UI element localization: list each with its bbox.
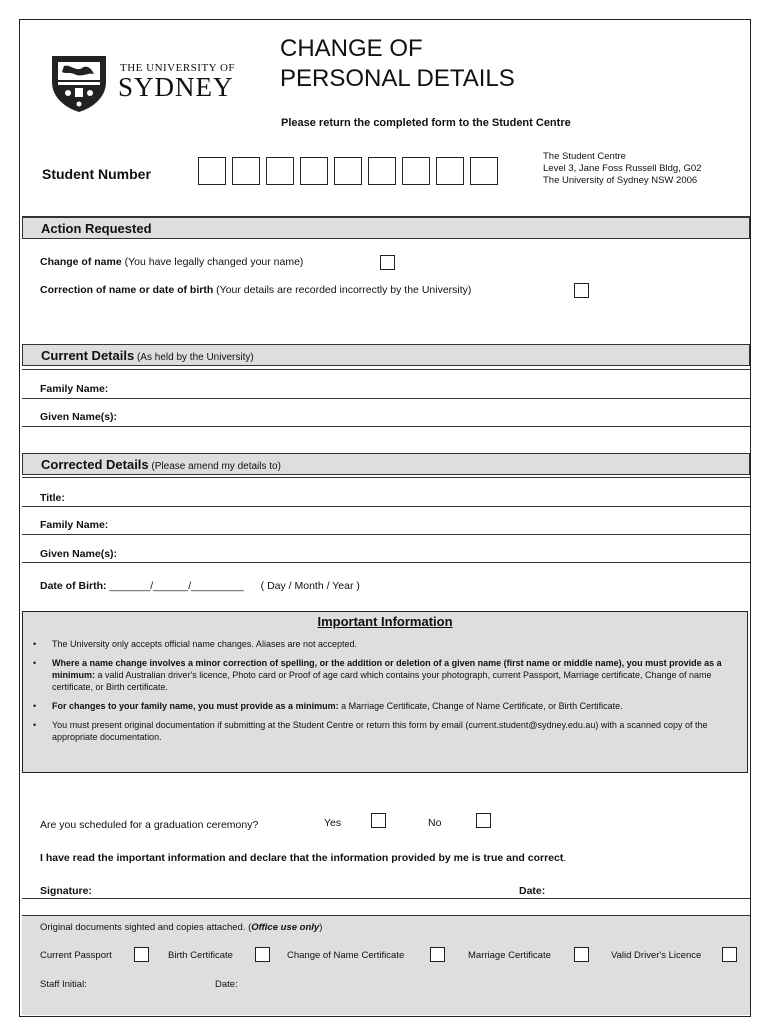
- doc-current-passport-checkbox[interactable]: [134, 947, 149, 962]
- office-date-label: Date:: [215, 979, 238, 990]
- university-name-sydney: SYDNEY: [118, 72, 234, 102]
- student-number-digit-box[interactable]: [470, 157, 498, 185]
- date-of-birth-row: [40, 580, 360, 592]
- doc-drivers-licence-checkbox[interactable]: [722, 947, 737, 962]
- student-number-label: Student Number: [42, 166, 151, 182]
- important-information-box: [22, 611, 748, 773]
- corrected-title-label: Title:: [40, 492, 65, 504]
- change-of-name-checkbox[interactable]: [380, 255, 395, 270]
- doc-birth-certificate-checkbox[interactable]: [255, 947, 270, 962]
- correction-checkbox[interactable]: [574, 283, 589, 298]
- graduation-no-label: No: [428, 817, 442, 829]
- date-of-birth-field[interactable]: _______/______/_________: [109, 580, 244, 592]
- student-number-digit-box[interactable]: [300, 157, 328, 185]
- student-number-digit-box[interactable]: [334, 157, 362, 185]
- student-number-digit-box[interactable]: [436, 157, 464, 185]
- staff-initial-label: Staff Initial:: [40, 979, 87, 990]
- declaration-text: I have read the important information and declare that the information provided by me is true and correct.: [40, 852, 567, 864]
- current-family-name-line[interactable]: [22, 398, 750, 399]
- correction-label: Correction of name or date of birth (Your details are recorded incorrectly by the University): [40, 284, 472, 296]
- corrected-family-name-label: Family Name:: [40, 519, 109, 531]
- corrected-title-line[interactable]: [22, 506, 750, 507]
- important-information-title: Important Information: [317, 614, 453, 629]
- student-centre-address: The Student Centre Level 3, Jane Foss Russell Bldg, G02 The University of Sydney NSW 2006: [543, 151, 702, 186]
- date-of-birth-label: Date of Birth:: [40, 580, 107, 592]
- info-bullet-1: • The University only accepts official name changes. Aliases are not accepted.: [33, 638, 733, 650]
- doc-birth-certificate-label: Birth Certificate: [168, 950, 233, 961]
- doc-current-passport-label: Current Passport: [40, 950, 112, 961]
- form-title: CHANGE OF PERSONAL DETAILS: [280, 35, 515, 92]
- student-number-digit-box[interactable]: [368, 157, 396, 185]
- doc-change-of-name-checkbox[interactable]: [430, 947, 445, 962]
- date-of-birth-format: ( Day / Month / Year ): [260, 580, 360, 592]
- change-of-name-label: Change of name (You have legally changed your name): [40, 256, 304, 268]
- action-requested-heading: Action Requested: [22, 217, 750, 239]
- graduation-question: Are you scheduled for a graduation ceremony?: [40, 819, 259, 831]
- corrected-family-name-line[interactable]: [22, 534, 750, 535]
- graduation-no-checkbox[interactable]: [476, 813, 491, 828]
- divider: [22, 477, 750, 478]
- info-bullet-2: • Where a name change involves a minor correction of spelling, or the addition or deletion of a given name (first name or middle name), you must provide as a minimum: a valid Australian driver's licence, Photo card or Proof of age card which contains your photograph, current Passport, Marriage certificate, Change of name certificate, or Birth certificate.: [33, 657, 733, 693]
- student-number-boxes[interactable]: [198, 157, 498, 185]
- form-subtitle: Please return the completed form to the Student Centre: [281, 117, 571, 129]
- signature-date-label: Date:: [519, 885, 546, 897]
- office-use-section: [22, 915, 750, 1015]
- university-crest-icon: [48, 52, 110, 114]
- corrected-details-heading: Corrected Details (Please amend my details to): [22, 453, 750, 475]
- student-number-digit-box[interactable]: [198, 157, 226, 185]
- graduation-yes-label: Yes: [324, 817, 342, 829]
- current-given-names-label: Given Name(s):: [40, 411, 118, 423]
- doc-drivers-licence-label: Valid Driver's Licence: [611, 950, 702, 961]
- signature-line[interactable]: [22, 898, 750, 899]
- office-use-note: Original documents sighted and copies attached. (Office use only): [40, 922, 323, 933]
- graduation-yes-checkbox[interactable]: [371, 813, 386, 828]
- corrected-given-names-label: Given Name(s):: [40, 548, 118, 560]
- current-details-heading: Current Details (As held by the University): [22, 344, 750, 366]
- current-family-name-label: Family Name:: [40, 383, 109, 395]
- university-name-top: THE UNIVERSITY OF: [120, 62, 236, 74]
- current-given-names-line[interactable]: [22, 426, 750, 427]
- info-bullet-4: • You must present original documentation if submitting at the Student Centre or return this form by email (current.student@sydney.edu.au) with a scanned copy of the appropriate documentation.: [33, 719, 733, 743]
- signature-label: Signature:: [40, 885, 92, 897]
- corrected-given-names-line[interactable]: [22, 562, 750, 563]
- doc-marriage-certificate-checkbox[interactable]: [574, 947, 589, 962]
- student-number-digit-box[interactable]: [266, 157, 294, 185]
- info-bullet-3: • For changes to your family name, you must provide as a minimum: a Marriage Certificate, Change of Name Certificate, or Birth Certificate.: [33, 700, 733, 712]
- doc-marriage-certificate-label: Marriage Certificate: [468, 950, 551, 961]
- doc-change-of-name-label: Change of Name Certificate: [287, 950, 405, 961]
- student-number-digit-box[interactable]: [402, 157, 430, 185]
- divider: [22, 369, 750, 370]
- student-number-digit-box[interactable]: [232, 157, 260, 185]
